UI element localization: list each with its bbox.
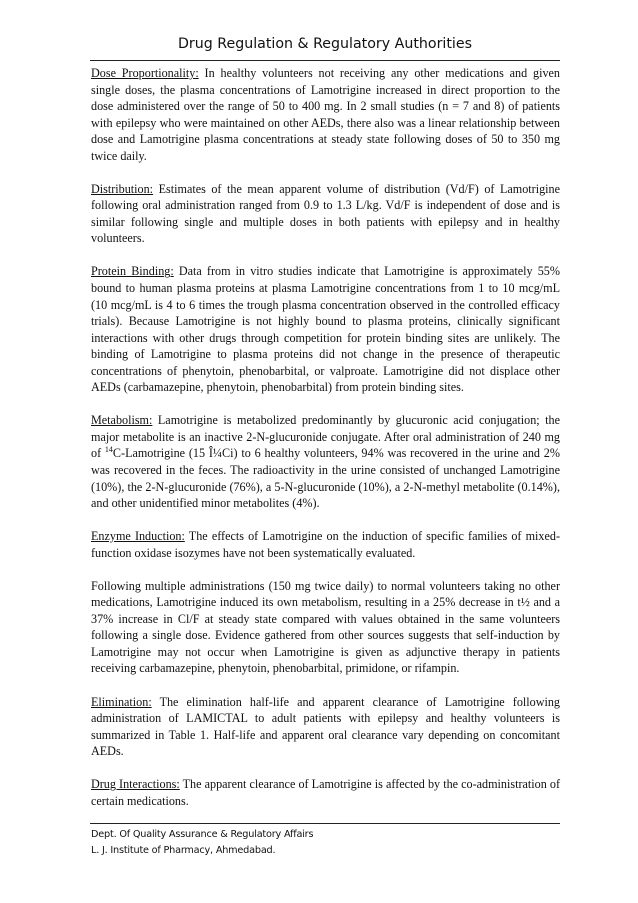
- section-heading: Drug Interactions:: [91, 777, 180, 792]
- section-multiple-administrations: [91, 578, 560, 677]
- page-header-title: Drug Regulation & Regulatory Authorities: [177, 36, 472, 52]
- section-body: In healthy volunteers not receiving any other medications and given single doses, the plasma concentrations of Lamotrigine increased in direct proportion to the dose administered over the range of 50 to 400 mg. In 2 small studies (n = 7 and 8) of patients with epilepsy who were maintained on other AEDs, there also was a linear relationship between dose and Lamotrigine plasma concentrations at steady state following doses of 50 to 350 mg twice daily.: [91, 66, 561, 163]
- body-text: [91, 65, 560, 809]
- section-dose-proportionality: [91, 65, 560, 164]
- header-rule: [90, 60, 560, 61]
- section-body: The effects of Lamotrigine on the induction of specific families of mixed-function oxidase isozymes have not been systematically evaluated.: [91, 529, 560, 560]
- section-elimination: [91, 694, 560, 760]
- section-enzyme-induction: [91, 528, 560, 561]
- section-body: Following multiple administrations (150 mg twice daily) to normal volunteers taking no other medications, Lamotrigine induced its own metabolism, resulting in a 25% decrease in t½ and a 37% increase in Cl/F at steady state compared with values obtained in the same volunteers following a single dose. Evidence gathered from other sources suggests that self-induction by Lamotrigine may not occur when Lamotrigine is given as adjunctive therapy in patients receiving carbamazepine, phenytoin, phenobarbital, primidone, or rifampin.: [91, 578, 560, 676]
- section-heading: Protein Binding:: [91, 264, 174, 279]
- section-body: Lamotrigine is metabolized predominantly by glucuronic acid conjugation; the major metabolite is an inactive 2-N-glucuronide conjugate. After oral administration of 240 mg of: [91, 413, 560, 461]
- section-heading: Distribution:: [91, 181, 154, 196]
- section-body: Estimates of the mean apparent volume of distribution (Vd/F) of Lamotrigine following oral administration ranged from 0.9 to 1.3 L/kg. Vd/F is independent of dose and is similar following single and multiple doses in both patients with epilepsy and in healthy volunteers.: [91, 181, 560, 246]
- section-heading: Elimination:: [91, 694, 152, 709]
- section-body: The apparent clearance of Lamotrigine is affected by the co-administration of certain medications.: [91, 777, 560, 808]
- section-heading: Dose Proportionality:: [91, 66, 199, 80]
- section-heading: Metabolism:: [91, 413, 153, 428]
- section-heading: Enzyme Induction:: [91, 529, 185, 544]
- section-body-cont: C-Lamotrigine (15 Î¼Ci) to 6 healthy volunteers, 94% was recovered in the urine and 2% was recovered in the feces. The radioactivity in the urine consisted of unchanged Lamotrigine (10%), the 2-N-glucuronide (76%), a 5-N-glucuronide (10%), a 2-N-methyl metabolite (0.14%), and other unidentified minor metabolites (4%).: [91, 446, 560, 511]
- section-distribution: [91, 181, 560, 247]
- section-body: Data from in vitro studies indicate that Lamotrigine is approximately 55% bound to human plasma proteins at plasma Lamotrigine concentrations from 1 to 10 mcg/mL (10 mcg/mL is 4 to 6 times the trough plasma concentration observed in the controlled efficacy trials). Because Lamotrigine is not highly bound to plasma proteins, clinically significant interactions with other drugs through competition for protein binding sites are unlikely. The binding of Lamotrigine to plasma proteins did not change in the presence of therapeutic concentrations of phenytoin, phenobarbital, or valproate. Lamotrigine did not displace other AEDs (carbamazepine, phenytoin, phenobarbital) from protein binding sites.: [91, 264, 560, 395]
- page-footer: [91, 827, 561, 859]
- footer-rule: [90, 823, 560, 824]
- section-drug-interactions: [91, 776, 560, 809]
- footer-institute: L. J. Institute of Pharmacy, Ahmedabad.: [91, 845, 276, 856]
- isotope-superscript: 14: [104, 445, 113, 455]
- section-protein-binding: [91, 263, 560, 395]
- section-body: The elimination half-life and apparent clearance of Lamotrigine following administration of LAMICTAL to adult patients with epilepsy and healthy volunteers is summarized in Table 1. Half-life and apparent oral clearance vary depending on concomitant AEDs.: [91, 694, 560, 759]
- section-metabolism: [91, 412, 560, 511]
- footer-department: Dept. Of Quality Assurance & Regulatory Affairs: [91, 829, 314, 840]
